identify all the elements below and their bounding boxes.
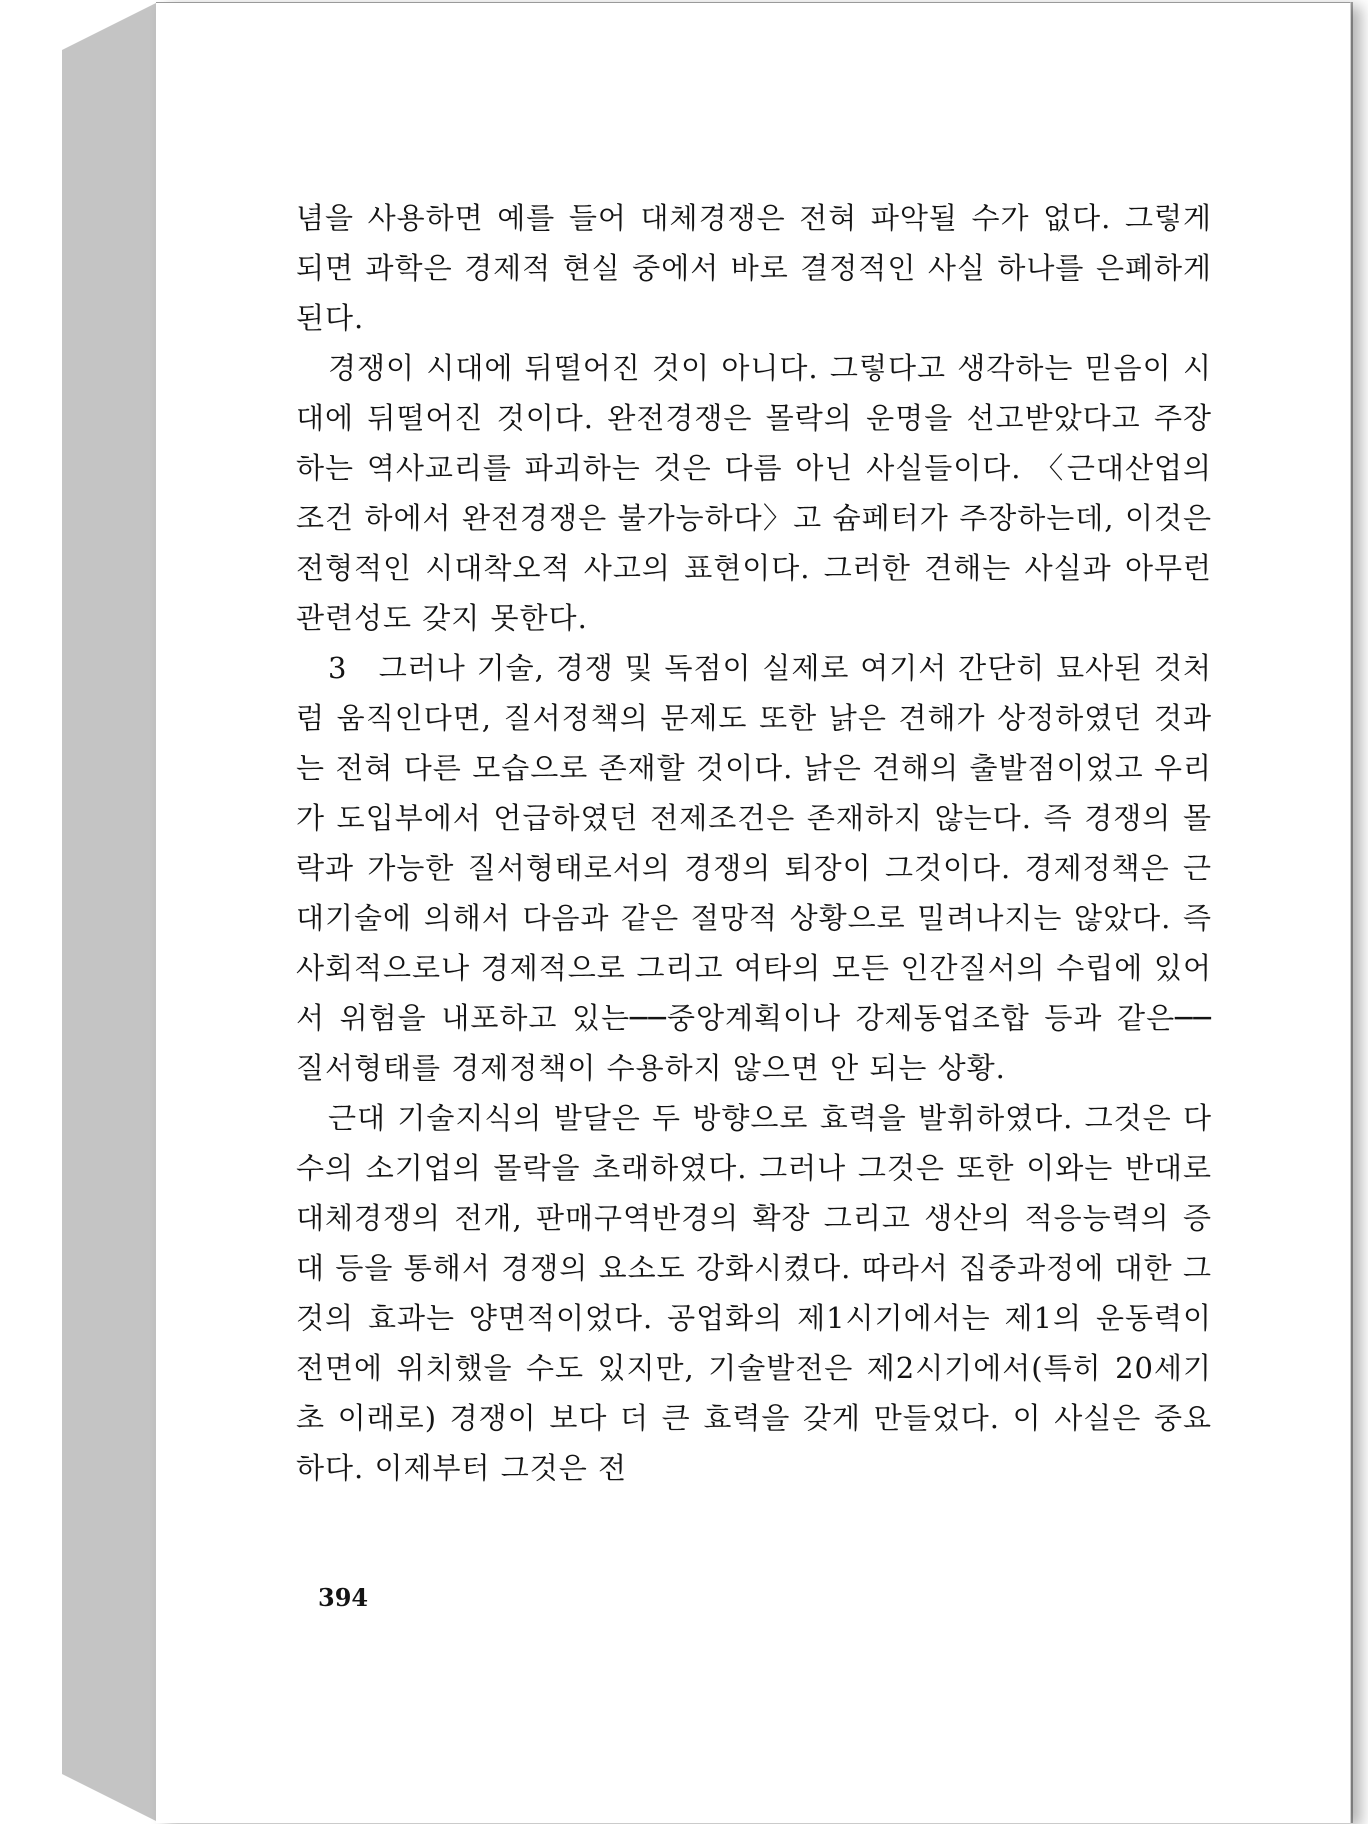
paragraph: 경쟁이 시대에 뒤떨어진 것이 아니다. 그렇다고 생각하는 믿음이 시대에 뒤떨어진 것이다. 완전경쟁은 몰락의 운명을 선고받았다고 주장하는 역사교리를 파괴하는 것은 다름 아닌 사실들이다. 〈근대산업의 조건 하에서 완전경쟁은 불가능하다〉고 슘페터가 주장하는데, 이것은 전형적인 시대착오적 사고의 표현이다. 그러한 견해는 사실과 아무런 관련성도 갖지 못한다. (296, 351, 1212, 635)
paragraph: 근대 기술지식의 발달은 두 방향으로 효력을 발휘하였다. 그것은 다수의 소기업의 몰락을 초래하였다. 그러나 그것은 또한 이와는 반대로 대체경쟁의 전개, 판매구역반경의 확장 그리고 생산의 적응능력의 증대 등을 통해서 경쟁의 요소도 강화시켰다. 따라서 집중과정에 대한 그것의 효과는 양면적이었다. 공업화의 제1시기에서는 제1의 운동력이 전면에 위치했을 수도 있지만, 기술발전은 제2시기에서(특히 20세기 초 이래로) 경쟁이 보다 더 큰 효력을 갖게 만들었다. 이 사실은 중요하다. 이제부터 그것은 전 (296, 1101, 1212, 1485)
book-spine (62, 2, 158, 1822)
body-text (296, 193, 1212, 1493)
book-page (156, 2, 1351, 1823)
paragraph: 3 그러나 기술, 경쟁 및 독점이 실제로 여기서 간단히 묘사된 것처럼 움직인다면, 질서정책의 문제도 또한 낡은 견해가 상정하였던 것과는 전혀 다른 모습으로 존재할 것이다. 낡은 견해의 출발점이었고 우리가 도입부에서 언급하였던 전제조건은 존재하지 않는다. 즉 경쟁의 몰락과 가능한 질서형태로서의 경쟁의 퇴장이 그것이다. 경제정책은 근대기술에 의해서 다음과 같은 절망적 상황으로 밀려나지는 않았다. 즉 사회적으로나 경제적으로 그리고 여타의 모든 인간질서의 수립에 있어서 위험을 내포하고 있는──중앙계획이나 강제동업조합 등과 같은──질서형태를 경제정책이 수용하지 않으면 안 되는 상황. (296, 651, 1212, 1085)
page-number: 394 (318, 1583, 369, 1612)
paragraph: 념을 사용하면 예를 들어 대체경쟁은 전혀 파악될 수가 없다. 그렇게 되면 과학은 경제적 현실 중에서 바로 결정적인 사실 하나를 은폐하게 된다. (296, 201, 1212, 335)
